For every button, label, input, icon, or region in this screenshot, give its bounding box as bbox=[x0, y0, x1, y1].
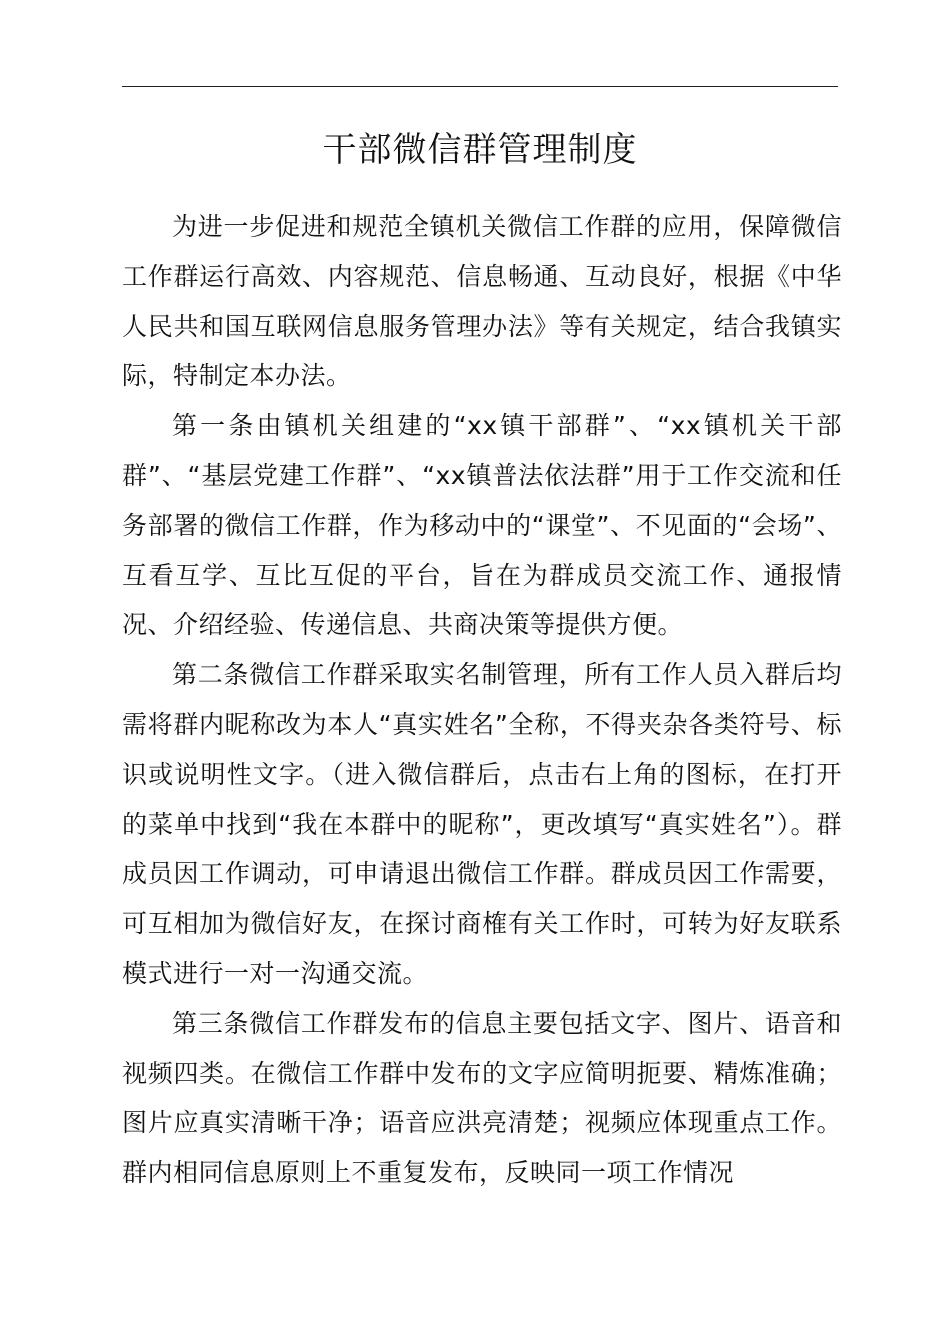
paragraph-article-1: 第一条由镇机关组建的“xx镇干部群”、“xx镇机关干部群”、“基层党建工作群”、“xx镇普法依法群”用于工作交流和任务部署的微信工作群，作为移动中的“课堂”、不见面的“会场”、互看互学、互比互促的平台，旨在为群成员交流工作、通报情况、介绍经验、传递信息、共商决策等提供方便。 bbox=[122, 411, 842, 640]
paragraph-intro: 为进一步促进和规范全镇机关微信工作群的应用，保障微信工作群运行高效、内容规范、信息畅通、互动良好，根据《中华人民共和国互联网信息服务管理办法》等有关规定，结合我镇实际，特制定本办法。 bbox=[122, 212, 842, 391]
header-rule bbox=[122, 86, 838, 87]
document-title: 干部微信群管理制度 bbox=[322, 130, 638, 170]
paragraph-article-2: 第二条微信工作群采取实名制管理，所有工作人员入群后均需将群内昵称改为本人“真实姓名”全称，不得夹杂各类符号、标识或说明性文字。（进入微信群后，点击右上角的图标，在打开的菜单中找到“我在本群中的昵称”，更改填写“真实姓名”）。群成员因工作调动，可申请退出微信工作群。群成员因工作需要，可互相加为微信好友，在探讨商榷有关工作时，可转为好友联系模式进行一对一沟通交流。 bbox=[122, 660, 842, 988]
paragraph-article-3: 第三条微信工作群发布的信息主要包括文字、图片、语音和视频四类。在微信工作群中发布的文字应简明扼要、精炼准确；图片应真实清晰干净；语音应洪亮清楚；视频应体现重点工作。群内相同信息原则上不重复发布，反映同一项工作情况 bbox=[122, 1008, 842, 1188]
document-body bbox=[122, 202, 842, 1198]
